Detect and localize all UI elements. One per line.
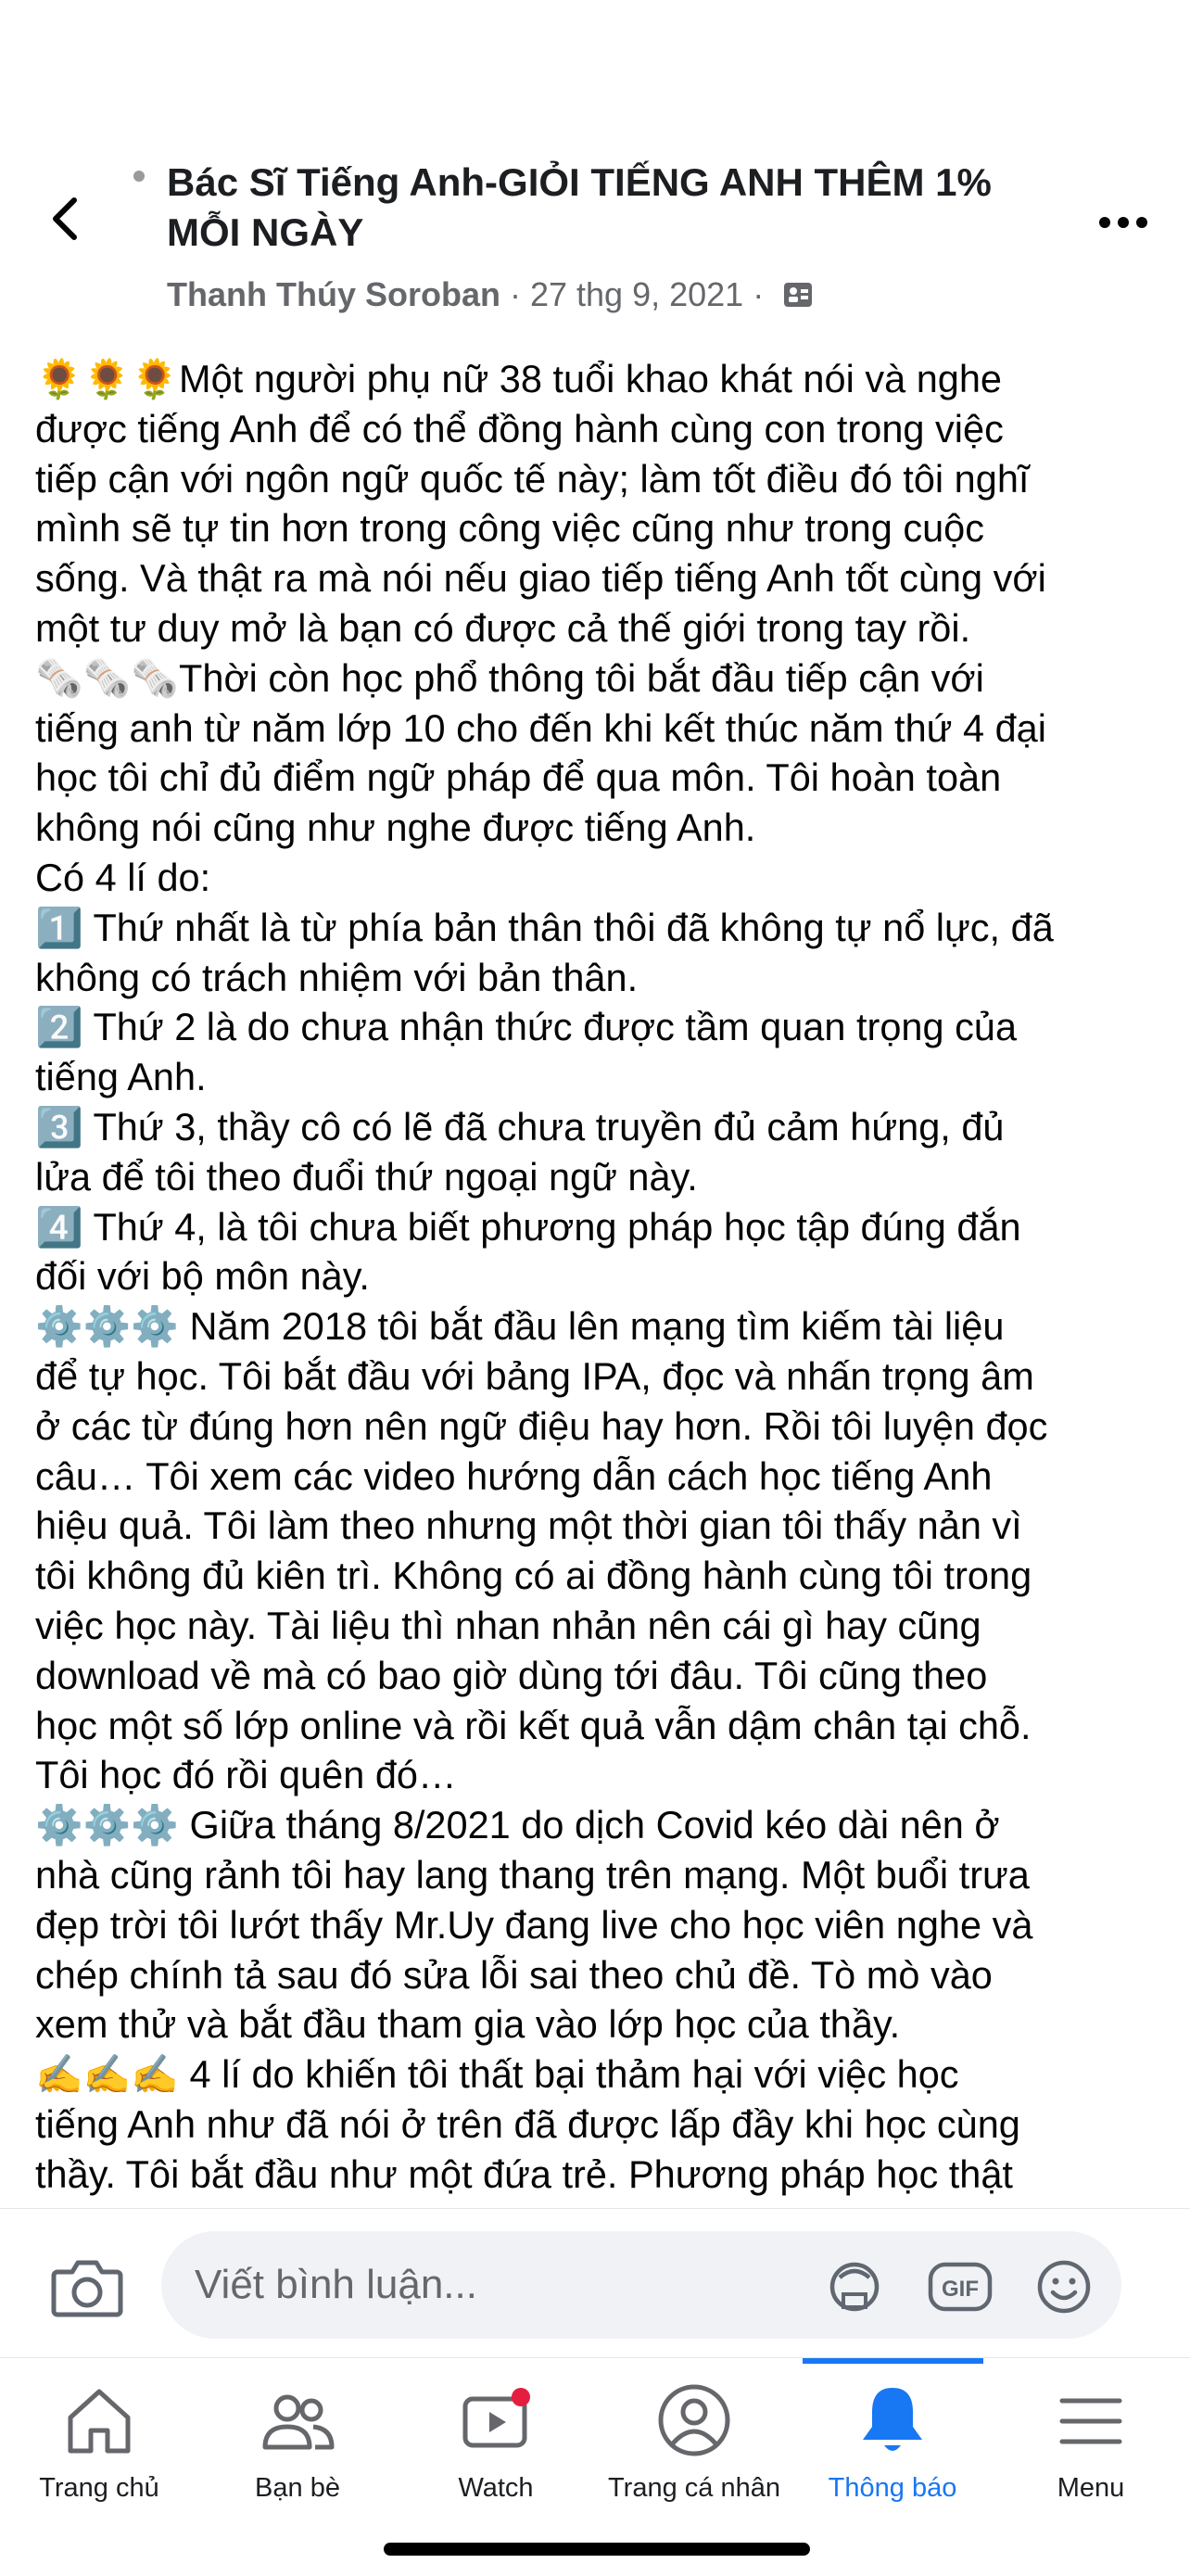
home-indicator [384, 2543, 810, 2556]
post-text-line: ở các từ đúng hơn nên ngữ điệu hay hơn. Rồi tôi luyện đọc [35, 1403, 1048, 1448]
post-text-line: sống. Và thật ra mà nói nếu giao tiếp tiếng Anh tốt cùng với [35, 556, 1046, 601]
post-author[interactable]: Thanh Thúy Soroban [167, 275, 500, 313]
meta-separator: · [509, 275, 521, 313]
post-date[interactable]: 27 thg 9, 2021 [529, 275, 744, 313]
post-text-line: được tiếng Anh để có thể đồng hành cùng con trong việc [35, 406, 1004, 450]
tab-menu[interactable] [992, 2358, 1190, 2516]
tab-home[interactable] [0, 2358, 198, 2516]
tab-friends-label: Bạn bè [255, 2473, 340, 2503]
more-options-icon[interactable] [1094, 204, 1153, 241]
meta-separator-2: · [753, 275, 765, 313]
post-text-line: lửa để tôi theo đuổi thứ ngoại ngữ này. [35, 1154, 698, 1199]
post-text-line: học một số lớp online và rồi kết quả vẫn dậm chân tại chỗ. [35, 1703, 1032, 1747]
post-text-line: Tôi học đó rồi quên đó… [35, 1753, 457, 1797]
back-arrow-icon[interactable] [37, 189, 96, 248]
post-text-line: ⚙️⚙️⚙️ Giữa tháng 8/2021 do dịch Covid kéo dài nên ở [35, 1803, 1000, 1847]
post-text-line: thầy. Tôi bắt đầu như một đứa trẻ. Phương pháp học thật [35, 2151, 1013, 2196]
post-text-line: học tôi chỉ đủ điểm ngữ pháp để qua môn. Tôi hoàn toàn [35, 755, 1002, 800]
post-text-line: tiếp cận với ngôn ngữ quốc tế này; làm tốt điều đó tôi nghĩ [35, 456, 1030, 501]
camera-icon[interactable] [48, 2252, 126, 2322]
post-text-line: 3️⃣ Thứ 3, thầy cô có lẽ đã chưa truyền đủ cảm hứng, đủ [35, 1104, 1005, 1148]
privacy-indicator-icon [133, 171, 145, 182]
post-text-line: tiếng Anh như đã nói ở trên đã được lấp đầy khi học cùng [35, 2101, 1020, 2146]
emoji-icon[interactable] [1031, 2255, 1097, 2318]
post-text-line: một tư duy mở là bạn có được cả thế giới trong tay rồi. [35, 605, 971, 650]
group-title[interactable]: Bác Sĩ Tiếng Anh-GIỎI TIẾNG ANH THÊM 1% MỖI NGÀY [167, 160, 992, 254]
post-text-line: việc học này. Tài liệu thì nhan nhản nên cái gì hay cũng [35, 1603, 981, 1647]
post-text-line: chép chính tả sau đó sửa lỗi sai theo chủ đề. Tò mò vào [35, 1952, 993, 1997]
post-text-line: 🗞️🗞️🗞️Thời còn học phổ thông tôi bắt đầu tiếp cận với [35, 655, 984, 700]
tab-notifications-label: Thông báo [828, 2473, 957, 2503]
comment-composer [0, 2208, 1190, 2357]
comment-placeholder: Viết bình luận... [195, 2262, 477, 2307]
tab-watch-label: Watch [458, 2473, 534, 2503]
tab-home-label: Trang chủ [39, 2473, 159, 2503]
group-privacy-icon [780, 277, 816, 312]
friends-icon [256, 2379, 339, 2462]
gif-label: GIF [942, 2277, 979, 2302]
tab-profile-label: Trang cá nhân [608, 2473, 780, 2503]
post-text-line: đẹp trời tôi lướt thấy Mr.Uy đang live cho học viên nghe và [35, 1902, 1033, 1947]
post-text-line: 4️⃣ Thứ 4, là tôi chưa biết phương pháp học tập đúng đắn [35, 1204, 1021, 1249]
gif-icon[interactable] [927, 2255, 994, 2318]
post-text-line: 2️⃣ Thứ 2 là do chưa nhận thức được tầm quan trọng của [35, 1005, 1018, 1049]
post-text-line: không có trách nhiệm với bản thân. [35, 955, 639, 999]
post-text-line: đối với bộ môn này. [35, 1254, 370, 1299]
tab-watch[interactable] [397, 2358, 595, 2516]
home-icon [57, 2379, 141, 2462]
post-text-line: tiếng anh từ năm lớp 10 cho đến khi kết thúc năm thứ 4 đại [35, 705, 1046, 750]
post-text-line: tiếng Anh. [35, 1055, 207, 1099]
post-meta [167, 274, 816, 315]
post-text-line: xem thử và bắt đầu tham gia vào lớp học của thầy. [35, 2002, 901, 2047]
post-text-line: không nói cũng như nghe được tiếng Anh. [35, 806, 756, 850]
post-text-line: ⚙️⚙️⚙️ Năm 2018 tôi bắt đầu lên mạng tìm kiếm tài liệu [35, 1304, 1005, 1349]
avatar-sticker-icon[interactable] [821, 2255, 888, 2318]
tab-friends[interactable] [198, 2358, 397, 2516]
post-text-line: ✍️✍️✍️ 4 lí do khiến tôi thất bại thảm hại với việc học [35, 2052, 959, 2097]
menu-icon [1049, 2379, 1133, 2462]
post-header [0, 158, 1190, 324]
watch-notification-badge [512, 2388, 530, 2406]
post-text-line: nhà cũng rảnh tôi hay lang thang trên mạng. Một buổi trưa [35, 1852, 1030, 1897]
post-body [35, 354, 1160, 2204]
post-text-line: tôi không đủ kiên trì. Không có ai đồng hành cùng tôi trong [35, 1554, 1032, 1598]
profile-icon [652, 2379, 736, 2462]
tab-profile[interactable] [595, 2358, 793, 2516]
post-text-line: để tự học. Tôi bắt đầu với bảng IPA, đọc và nhấn trọng âm [35, 1353, 1034, 1398]
post-text-line: download về mà có bao giờ dùng tới đâu. Tôi cũng theo [35, 1653, 988, 1697]
post-text-line: câu… Tôi xem các video hướng dẫn cách học tiếng Anh [35, 1453, 993, 1498]
watch-icon [454, 2379, 538, 2462]
post-text-line: Có 4 lí do: [35, 855, 211, 899]
post-text-line: 1️⃣ Thứ nhất là từ phía bản thân thôi đã không tự nổ lực, đã [35, 905, 1054, 949]
tab-menu-label: Menu [1057, 2473, 1125, 2503]
tab-notifications[interactable] [793, 2358, 992, 2516]
comment-input[interactable] [161, 2231, 1121, 2339]
post-text-line: 🌻🌻🌻Một người phụ nữ 38 tuổi khao khát nói và nghe [35, 357, 1003, 400]
post-text-line: mình sẽ tự tin hơn trong công việc cũng như trong cuộc [35, 506, 985, 551]
bell-icon [851, 2379, 934, 2462]
post-text-line: hiệu quả. Tôi làm theo nhưng một thời gian tôi thấy nản vì [35, 1504, 1022, 1548]
